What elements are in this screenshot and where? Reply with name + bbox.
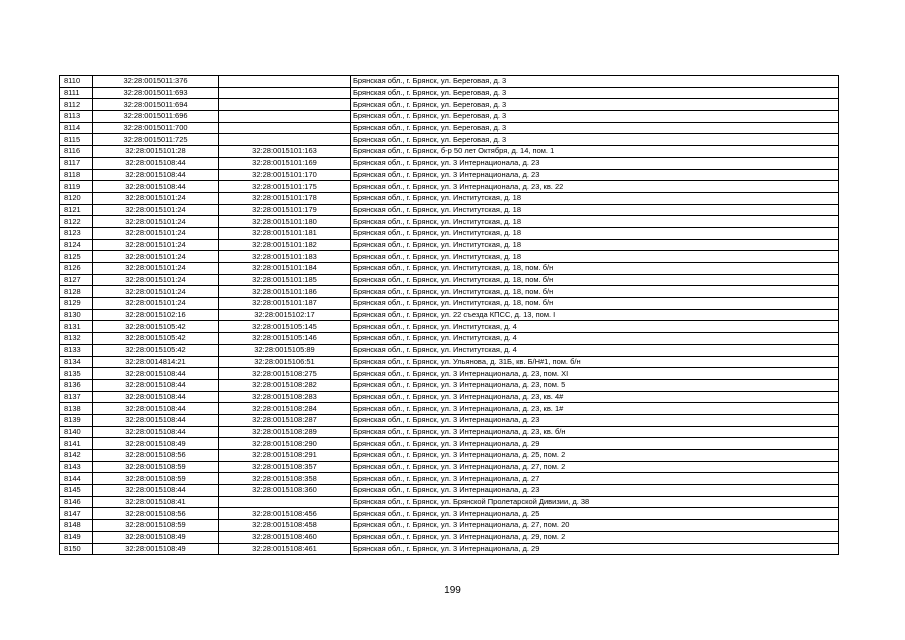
page-number: 199 <box>444 585 461 596</box>
address-cell: Брянская обл., г. Брянск, ул. Береговая, д. 3 <box>351 134 839 146</box>
table-row <box>60 450 839 462</box>
address-cell: Брянская обл., г. Брянск, ул. Институтская, д. 18, пом. б/н <box>351 286 839 298</box>
table-row <box>60 216 839 228</box>
object-cadastral-number-cell <box>219 99 351 111</box>
row-number-cell: 8141 <box>60 438 93 450</box>
object-cadastral-number-cell: 32:28:0015101:163 <box>219 146 351 158</box>
address-cell: Брянская обл., г. Брянск, ул. 22 съезда КПСС, д. 13, пом. I <box>351 309 839 321</box>
land-cadastral-number-cell: 32:28:0015108:44 <box>93 379 219 391</box>
row-number-cell: 8131 <box>60 321 93 333</box>
table-row <box>60 157 839 169</box>
row-number-cell: 8110 <box>60 76 93 88</box>
object-cadastral-number-cell: 32:28:0015101:187 <box>219 298 351 310</box>
land-cadastral-number-cell: 32:28:0015105:42 <box>93 321 219 333</box>
address-cell: Брянская обл., г. Брянск, ул. 3 Интернационала, д. 25, пом. 2 <box>351 450 839 462</box>
table-row <box>60 134 839 146</box>
land-cadastral-number-cell: 32:28:0015108:49 <box>93 543 219 555</box>
table-row <box>60 227 839 239</box>
row-number-cell: 8146 <box>60 496 93 508</box>
address-cell: Брянская обл., г. Брянск, ул. 3 Интернационала, д. 25 <box>351 508 839 520</box>
row-number-cell: 8126 <box>60 263 93 275</box>
row-number-cell: 8121 <box>60 204 93 216</box>
object-cadastral-number-cell: 32:28:0015101:170 <box>219 169 351 181</box>
table-row <box>60 461 839 473</box>
table-row <box>60 251 839 263</box>
table-row <box>60 298 839 310</box>
land-cadastral-number-cell: 32:28:0015108:59 <box>93 473 219 485</box>
object-cadastral-number-cell: 32:28:0015108:360 <box>219 485 351 497</box>
table-row <box>60 344 839 356</box>
table-row <box>60 239 839 251</box>
land-cadastral-number-cell: 32:28:0015108:44 <box>93 426 219 438</box>
table-row <box>60 426 839 438</box>
object-cadastral-number-cell: 32:28:0015108:458 <box>219 520 351 532</box>
table-row <box>60 414 839 426</box>
object-cadastral-number-cell: 32:28:0015105:145 <box>219 321 351 333</box>
address-cell: Брянская обл., г. Брянск, ул. Институтская, д. 4 <box>351 333 839 345</box>
land-cadastral-number-cell: 32:28:0015108:44 <box>93 157 219 169</box>
address-cell: Брянская обл., г. Брянск, ул. Береговая, д. 3 <box>351 122 839 134</box>
land-cadastral-number-cell: 32:28:0015108:44 <box>93 485 219 497</box>
object-cadastral-number-cell <box>219 111 351 123</box>
land-cadastral-number-cell: 32:28:0015105:42 <box>93 344 219 356</box>
address-cell: Брянская обл., г. Брянск, ул. Институтская, д. 18 <box>351 204 839 216</box>
address-cell: Брянская обл., г. Брянск, ул. Институтская, д. 4 <box>351 344 839 356</box>
row-number-cell: 8147 <box>60 508 93 520</box>
address-cell: Брянская обл., г. Брянск, ул. Институтская, д. 18 <box>351 251 839 263</box>
land-cadastral-number-cell: 32:28:0015108:56 <box>93 508 219 520</box>
address-cell: Брянская обл., г. Брянск, ул. 3 Интернационала, д. 23 <box>351 414 839 426</box>
address-cell: Брянская обл., г. Брянск, ул. 3 Интернационала, д. 23, пом. 5 <box>351 379 839 391</box>
land-cadastral-number-cell: 32:28:0015108:44 <box>93 414 219 426</box>
row-number-cell: 8119 <box>60 181 93 193</box>
address-cell: Брянская обл., г. Брянск, ул. 3 Интернационала, д. 27, пом. 2 <box>351 461 839 473</box>
address-cell: Брянская обл., г. Брянск, ул. Институтская, д. 18, пом. б/н <box>351 298 839 310</box>
object-cadastral-number-cell <box>219 76 351 88</box>
address-cell: Брянская обл., г. Брянск, ул. Институтская, д. 18 <box>351 239 839 251</box>
row-number-cell: 8128 <box>60 286 93 298</box>
object-cadastral-number-cell: 32:28:0015101:179 <box>219 204 351 216</box>
object-cadastral-number-cell <box>219 122 351 134</box>
row-number-cell: 8142 <box>60 450 93 462</box>
land-cadastral-number-cell: 32:28:0015101:24 <box>93 239 219 251</box>
row-number-cell: 8145 <box>60 485 93 497</box>
address-cell: Брянская обл., г. Брянск, ул. 3 Интернационала, д. 23 <box>351 157 839 169</box>
table-row <box>60 531 839 543</box>
row-number-cell: 8124 <box>60 239 93 251</box>
land-cadastral-number-cell: 32:28:0015101:24 <box>93 263 219 275</box>
land-cadastral-number-cell: 32:28:0015108:59 <box>93 461 219 473</box>
land-cadastral-number-cell: 32:28:0015101:24 <box>93 274 219 286</box>
address-cell: Брянская обл., г. Брянск, ул. Институтская, д. 18 <box>351 227 839 239</box>
land-cadastral-number-cell: 32:28:0015101:24 <box>93 286 219 298</box>
table-row <box>60 391 839 403</box>
table-row <box>60 169 839 181</box>
row-number-cell: 8120 <box>60 192 93 204</box>
table-row <box>60 485 839 497</box>
land-cadastral-number-cell: 32:28:0015101:24 <box>93 192 219 204</box>
land-cadastral-number-cell: 32:28:0015011:693 <box>93 87 219 99</box>
row-number-cell: 8139 <box>60 414 93 426</box>
land-cadastral-number-cell: 32:28:0015011:725 <box>93 134 219 146</box>
row-number-cell: 8132 <box>60 333 93 345</box>
object-cadastral-number-cell: 32:28:0015108:289 <box>219 426 351 438</box>
object-cadastral-number-cell <box>219 134 351 146</box>
object-cadastral-number-cell: 32:28:0015101:169 <box>219 157 351 169</box>
table-row <box>60 543 839 555</box>
land-cadastral-number-cell: 32:28:0015108:44 <box>93 181 219 193</box>
table-row <box>60 473 839 485</box>
table-row <box>60 274 839 286</box>
row-number-cell: 8118 <box>60 169 93 181</box>
row-number-cell: 8133 <box>60 344 93 356</box>
land-cadastral-number-cell: 32:28:0015101:24 <box>93 298 219 310</box>
object-cadastral-number-cell <box>219 496 351 508</box>
table-row <box>60 496 839 508</box>
object-cadastral-number-cell: 32:28:0015108:282 <box>219 379 351 391</box>
land-cadastral-number-cell: 32:28:0015011:694 <box>93 99 219 111</box>
table-row <box>60 111 839 123</box>
object-cadastral-number-cell: 32:28:0015108:357 <box>219 461 351 473</box>
address-cell: Брянская обл., г. Брянск, ул. 3 Интернационала, д. 23 <box>351 169 839 181</box>
object-cadastral-number-cell: 32:28:0015105:146 <box>219 333 351 345</box>
table-row <box>60 403 839 415</box>
address-cell: Брянская обл., г. Брянск, ул. Береговая, д. 3 <box>351 76 839 88</box>
object-cadastral-number-cell: 32:28:0015108:287 <box>219 414 351 426</box>
address-cell: Брянская обл., г. Брянск, ул. 3 Интернационала, д. 23, кв. 22 <box>351 181 839 193</box>
row-number-cell: 8114 <box>60 122 93 134</box>
address-cell: Брянская обл., г. Брянск, ул. 3 Интернационала, д. 27 <box>351 473 839 485</box>
table-row <box>60 356 839 368</box>
row-number-cell: 8137 <box>60 391 93 403</box>
object-cadastral-number-cell: 32:28:0015106:51 <box>219 356 351 368</box>
row-number-cell: 8129 <box>60 298 93 310</box>
address-cell: Брянская обл., г. Брянск, ул. 3 Интернационала, д. 27, пом. 20 <box>351 520 839 532</box>
row-number-cell: 8135 <box>60 368 93 380</box>
address-cell: Брянская обл., г. Брянск, ул. 3 Интернационала, д. 23 <box>351 485 839 497</box>
object-cadastral-number-cell: 32:28:0015108:284 <box>219 403 351 415</box>
land-cadastral-number-cell: 32:28:0015101:24 <box>93 204 219 216</box>
row-number-cell: 8143 <box>60 461 93 473</box>
address-cell: Брянская обл., г. Брянск, ул. 3 Интернационала, д. 23, кв. 1# <box>351 403 839 415</box>
row-number-cell: 8127 <box>60 274 93 286</box>
object-cadastral-number-cell: 32:28:0015101:184 <box>219 263 351 275</box>
address-cell: Брянская обл., г. Брянск, ул. 3 Интернационала, д. 23, пом. XI <box>351 368 839 380</box>
object-cadastral-number-cell: 32:28:0015101:185 <box>219 274 351 286</box>
row-number-cell: 8144 <box>60 473 93 485</box>
object-cadastral-number-cell: 32:28:0015105:89 <box>219 344 351 356</box>
object-cadastral-number-cell: 32:28:0015108:283 <box>219 391 351 403</box>
object-cadastral-number-cell: 32:28:0015102:17 <box>219 309 351 321</box>
table-row <box>60 520 839 532</box>
address-cell: Брянская обл., г. Брянск, ул. 3 Интернационала, д. 29 <box>351 543 839 555</box>
table-row <box>60 192 839 204</box>
object-cadastral-number-cell: 32:28:0015108:290 <box>219 438 351 450</box>
address-cell: Брянская обл., г. Брянск, ул. Институтская, д. 18 <box>351 216 839 228</box>
land-cadastral-number-cell: 32:28:0015105:42 <box>93 333 219 345</box>
address-cell: Брянская обл., г. Брянск, б-р 50 лет Октября, д. 14, пом. 1 <box>351 146 839 158</box>
table-row <box>60 321 839 333</box>
land-cadastral-number-cell: 32:28:0015101:28 <box>93 146 219 158</box>
land-cadastral-number-cell: 32:28:0015108:44 <box>93 368 219 380</box>
address-cell: Брянская обл., г. Брянск, ул. Институтская, д. 18, пом. б/н <box>351 274 839 286</box>
object-cadastral-number-cell: 32:28:0015101:175 <box>219 181 351 193</box>
property-table <box>59 75 839 555</box>
object-cadastral-number-cell: 32:28:0015101:182 <box>219 239 351 251</box>
row-number-cell: 8111 <box>60 87 93 99</box>
land-cadastral-number-cell: 32:28:0015011:700 <box>93 122 219 134</box>
table-row <box>60 263 839 275</box>
row-number-cell: 8113 <box>60 111 93 123</box>
address-cell: Брянская обл., г. Брянск, ул. 3 Интернационала, д. 23, кв. 4# <box>351 391 839 403</box>
row-number-cell: 8149 <box>60 531 93 543</box>
object-cadastral-number-cell: 32:28:0015108:291 <box>219 450 351 462</box>
table-row <box>60 146 839 158</box>
land-cadastral-number-cell: 32:28:0015101:24 <box>93 216 219 228</box>
land-cadastral-number-cell: 32:28:0015102:16 <box>93 309 219 321</box>
address-cell: Брянская обл., г. Брянск, ул. Береговая, д. 3 <box>351 99 839 111</box>
land-cadastral-number-cell: 32:28:0015108:44 <box>93 391 219 403</box>
table-row <box>60 309 839 321</box>
address-cell: Брянская обл., г. Брянск, ул. 3 Интернационала, д. 23, кв. б/н <box>351 426 839 438</box>
object-cadastral-number-cell: 32:28:0015108:460 <box>219 531 351 543</box>
object-cadastral-number-cell: 32:28:0015101:178 <box>219 192 351 204</box>
address-cell: Брянская обл., г. Брянск, ул. Институтская, д. 18, пом. б/н <box>351 263 839 275</box>
land-cadastral-number-cell: 32:28:0014814:21 <box>93 356 219 368</box>
object-cadastral-number-cell: 32:28:0015101:180 <box>219 216 351 228</box>
row-number-cell: 8123 <box>60 227 93 239</box>
row-number-cell: 8115 <box>60 134 93 146</box>
row-number-cell: 8150 <box>60 543 93 555</box>
property-table-body <box>60 76 839 555</box>
object-cadastral-number-cell: 32:28:0015101:181 <box>219 227 351 239</box>
land-cadastral-number-cell: 32:28:0015011:376 <box>93 76 219 88</box>
row-number-cell: 8130 <box>60 309 93 321</box>
row-number-cell: 8122 <box>60 216 93 228</box>
land-cadastral-number-cell: 32:28:0015108:41 <box>93 496 219 508</box>
address-cell: Брянская обл., г. Брянск, ул. Береговая, д. 3 <box>351 111 839 123</box>
land-cadastral-number-cell: 32:28:0015011:696 <box>93 111 219 123</box>
land-cadastral-number-cell: 32:28:0015108:49 <box>93 531 219 543</box>
table-row <box>60 76 839 88</box>
table-row <box>60 368 839 380</box>
table-row <box>60 87 839 99</box>
table-row <box>60 122 839 134</box>
row-number-cell: 8112 <box>60 99 93 111</box>
row-number-cell: 8138 <box>60 403 93 415</box>
land-cadastral-number-cell: 32:28:0015108:59 <box>93 520 219 532</box>
row-number-cell: 8134 <box>60 356 93 368</box>
address-cell: Брянская обл., г. Брянск, ул. Институтская, д. 4 <box>351 321 839 333</box>
table-row <box>60 379 839 391</box>
table-row <box>60 333 839 345</box>
row-number-cell: 8148 <box>60 520 93 532</box>
object-cadastral-number-cell <box>219 87 351 99</box>
object-cadastral-number-cell: 32:28:0015108:461 <box>219 543 351 555</box>
object-cadastral-number-cell: 32:28:0015108:275 <box>219 368 351 380</box>
object-cadastral-number-cell: 32:28:0015108:456 <box>219 508 351 520</box>
address-cell: Брянская обл., г. Брянск, ул. Береговая, д. 3 <box>351 87 839 99</box>
row-number-cell: 8140 <box>60 426 93 438</box>
land-cadastral-number-cell: 32:28:0015108:44 <box>93 169 219 181</box>
land-cadastral-number-cell: 32:28:0015108:44 <box>93 403 219 415</box>
land-cadastral-number-cell: 32:28:0015108:49 <box>93 438 219 450</box>
land-cadastral-number-cell: 32:28:0015101:24 <box>93 251 219 263</box>
land-cadastral-number-cell: 32:28:0015101:24 <box>93 227 219 239</box>
table-row <box>60 508 839 520</box>
table-row <box>60 181 839 193</box>
object-cadastral-number-cell: 32:28:0015101:183 <box>219 251 351 263</box>
land-cadastral-number-cell: 32:28:0015108:56 <box>93 450 219 462</box>
row-number-cell: 8125 <box>60 251 93 263</box>
table-row <box>60 438 839 450</box>
object-cadastral-number-cell: 32:28:0015101:186 <box>219 286 351 298</box>
row-number-cell: 8117 <box>60 157 93 169</box>
address-cell: Брянская обл., г. Брянск, ул. Брянской Пролетарской Дивизии, д. 38 <box>351 496 839 508</box>
table-row <box>60 99 839 111</box>
table-row <box>60 286 839 298</box>
table-row <box>60 204 839 216</box>
address-cell: Брянская обл., г. Брянск, ул. 3 Интернационала, д. 29 <box>351 438 839 450</box>
row-number-cell: 8136 <box>60 379 93 391</box>
address-cell: Брянская обл., г. Брянск, ул. Ульянова, д. 31Б, кв. Б/Н#1, пом. б/н <box>351 356 839 368</box>
object-cadastral-number-cell: 32:28:0015108:358 <box>219 473 351 485</box>
row-number-cell: 8116 <box>60 146 93 158</box>
address-cell: Брянская обл., г. Брянск, ул. Институтская, д. 18 <box>351 192 839 204</box>
address-cell: Брянская обл., г. Брянск, ул. 3 Интернационала, д. 29, пом. 2 <box>351 531 839 543</box>
